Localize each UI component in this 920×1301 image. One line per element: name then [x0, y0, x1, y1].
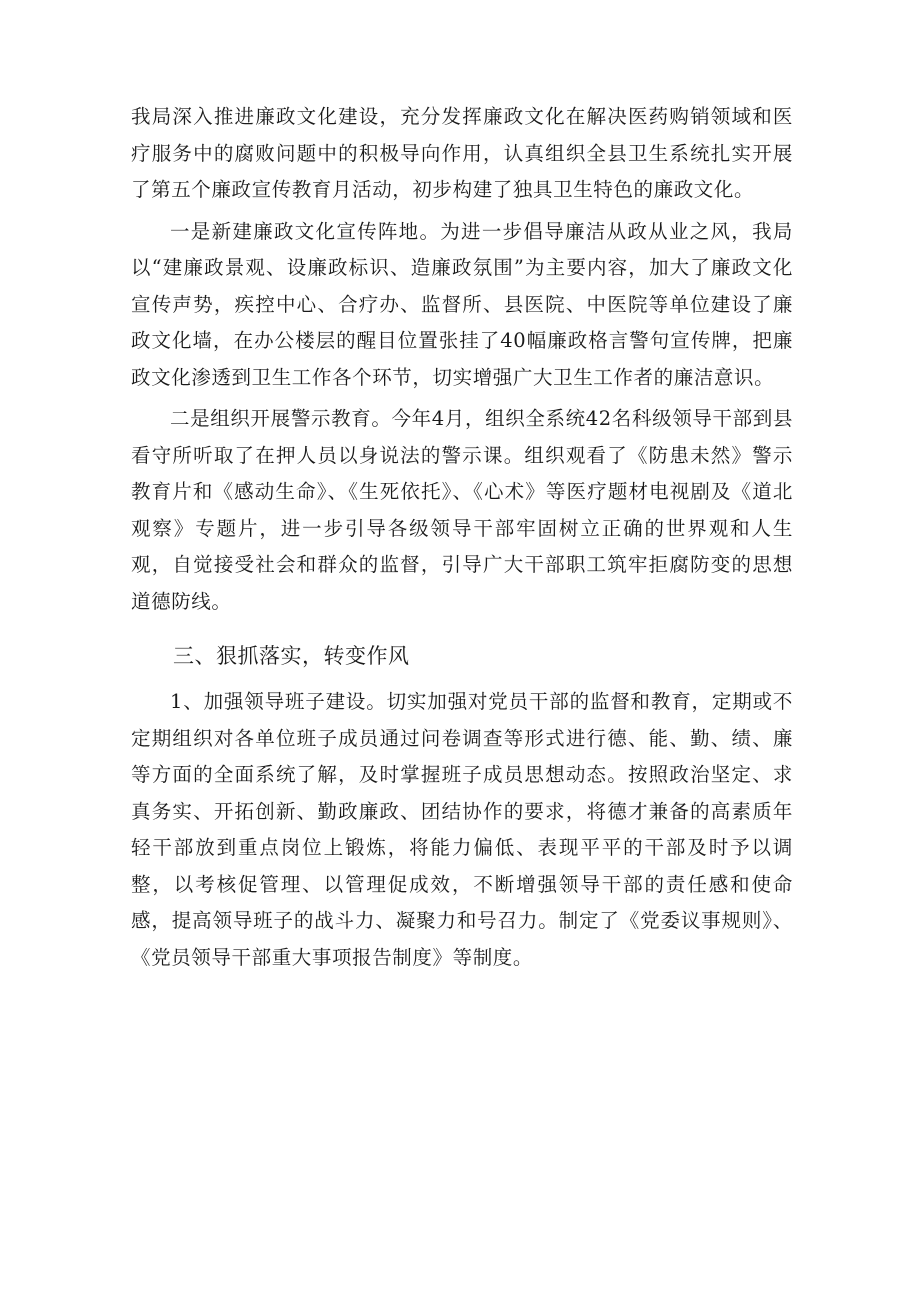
leadership-paragraph: 1、加强领导班子建设。切实加强对党员干部的监督和教育，定期或不定期组织对各单位班子成员通过问卷调查等形式进行德、能、勤、绩、廉等方面的全面系统了解，及时掌握班子成员思想动态。按照政治坚定、求真务实、开拓创新、勤政廉政、团结协作的要求，将德才兼备的高素质年轻干部放到重点岗位上锻炼，将能力偏低、表现平平的干部及时予以调整，以考核促管理、以管理促成效，不断增强领导干部的责任感和使命感，提高领导班子的战斗力、凝聚力和号召力。制定了《党委议事规则》、《党员领导干部重大事项报告制度》等制度。	[131, 690, 793, 969]
warning-education-paragraph: 二是组织开展警示教育。今年4月，组织全系统42名科级领导干部到县看守所听取了在押人员以身说法的警示课。组织观看了《防患未然》警示教育片和《感动生命》、《生死依托》、《心术》等医疗题材电视剧及《道北观察》专题片，进一步引导各级领导干部牢固树立正确的世界观和人生观，自觉接受社会和群众的监督，引导广大干部职工筑牢拒腐防变的思想道德防线。	[131, 407, 793, 613]
intro-paragraph: 我局深入推进廉政文化建设，充分发挥廉政文化在解决医药购销领域和医疗服务中的腐败问题中的积极导向作用，认真组织全县卫生系统扎实开展了第五个廉政宣传教育月活动，初步构建了独具卫生特色的廉政文化。	[131, 105, 793, 201]
document-body	[131, 99, 793, 981]
section-heading: 三、狠抓落实，转变作风	[173, 644, 410, 668]
propaganda-paragraph: 一是新建廉政文化宣传阵地。为进一步倡导廉洁从政从业之风，我局以“建廉政景观、设廉政标识、造廉政氛围”为主要内容，加大了廉政文化宣传声势，疾控中心、合疗办、监督所、县医院、中医院等单位建设了廉政文化墙，在办公楼层的醒目位置张挂了40幅廉政格言警句宣传牌，把廉政文化渗透到卫生工作各个环节，切实增强广大卫生工作者的廉洁意识。	[131, 219, 793, 389]
